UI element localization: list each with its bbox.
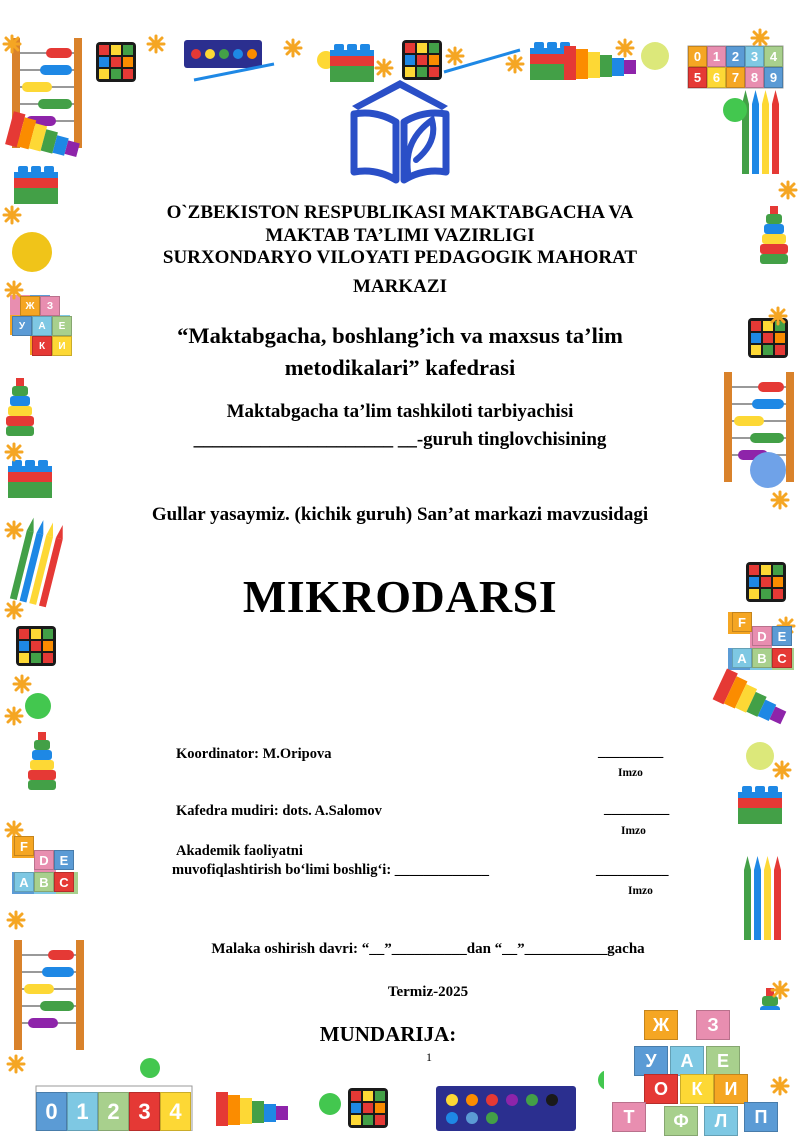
department-line: metodikalari” kafedrasi: [284, 355, 516, 380]
toy-block: 1: [67, 1092, 98, 1131]
coordinator-signature-caption: Imzo: [618, 767, 643, 779]
toy-block: З: [40, 296, 60, 316]
toy-block: B: [34, 872, 54, 892]
trainee-line: _____________________ __-guruh tinglovchisining: [193, 429, 607, 450]
ministry-line: MARKAZI: [353, 275, 447, 297]
toy-block: Е: [706, 1046, 740, 1076]
place-and-year: Termiz-2025: [387, 984, 469, 1000]
trainee-info: [0, 398, 800, 454]
number-blocks-top: [688, 46, 783, 88]
coordinator-signature-line: _________: [598, 744, 664, 760]
academic-signature-line: __________: [596, 862, 669, 878]
ministry-header: [0, 202, 800, 298]
toy-block: К: [32, 336, 52, 356]
toy-block: 7: [726, 67, 745, 88]
toy-block: 2: [726, 46, 745, 67]
toy-block: О: [644, 1074, 678, 1104]
academic-coordination-label-1: Akademik faoliyatni: [176, 843, 303, 859]
toy-block: Ж: [644, 1010, 678, 1040]
ministry-line: SURXONDARYO VILOYATI PEDAGOGIK MAHORAT: [162, 247, 638, 268]
toy-block: D: [752, 626, 772, 646]
toy-block: 5: [688, 67, 707, 88]
toy-block: A: [732, 648, 752, 668]
toy-block: 8: [745, 67, 764, 88]
number-blocks-bottom: [36, 1086, 192, 1131]
department-line: “Maktabgacha, boshlang’ich va maxsus ta’lim: [177, 323, 623, 348]
toy-block: F: [14, 836, 34, 856]
toy-block: B: [752, 648, 772, 668]
academic-signature-caption: Imzo: [628, 885, 653, 897]
table-of-contents-heading: MUNDARIJA:: [319, 1022, 457, 1046]
toy-block: 3: [129, 1092, 160, 1131]
head-signature-line: _________: [604, 801, 670, 817]
toy-block: У: [634, 1046, 668, 1076]
page-number: 1: [426, 1050, 432, 1064]
training-period: Malaka oshirish davri: “__”__________dan “__”___________gacha: [211, 941, 645, 957]
toy-block: 0: [36, 1092, 67, 1131]
department-name: [0, 320, 800, 384]
toy-block: Ф: [664, 1106, 698, 1136]
toy-block: П: [744, 1102, 778, 1132]
toy-block: З: [696, 1010, 730, 1040]
toy-block: 3: [745, 46, 764, 67]
toy-block: Ж: [20, 296, 40, 316]
toy-block: D: [34, 850, 54, 870]
toy-block: 1: [707, 46, 726, 67]
toy-block: 9: [764, 67, 783, 88]
toy-block: Е: [52, 316, 72, 336]
toy-block: И: [52, 336, 72, 356]
trainee-line: Maktabgacha ta’lim tashkiloti tarbiyachisi: [226, 401, 574, 422]
head-of-department-label: Kafedra mudiri: dots. A.Salomov: [176, 803, 382, 819]
toy-block: C: [54, 872, 74, 892]
toy-block: А: [32, 316, 52, 336]
letter-blocks-left: [14, 836, 78, 894]
document-title: MIKRODARSI: [242, 571, 558, 622]
lesson-topic: Gullar yasaymiz. (kichik guruh) San’at markazi mavzusidagi: [151, 504, 649, 525]
toy-block: Л: [704, 1106, 738, 1136]
ministry-line: O`ZBEKISTON RESPUBLIKASI MAKTABGACHA VA: [166, 202, 634, 223]
toy-block: К: [680, 1074, 714, 1104]
coordinator-label: Koordinator: M.Oripova: [176, 746, 332, 762]
academic-coordination-label-2: muvofiqlashtirish bo‘limi boshlig‘i: _____________: [172, 862, 490, 878]
toy-block: У: [12, 316, 32, 336]
toy-block: 0: [688, 46, 707, 67]
toy-block: C: [772, 648, 792, 668]
toy-block: E: [772, 626, 792, 646]
open-book-leaf-logo-icon: [346, 76, 454, 186]
toy-block: F: [732, 612, 752, 632]
toy-block: Т: [612, 1102, 646, 1132]
toy-block: 4: [764, 46, 783, 67]
toy-block: 4: [160, 1092, 191, 1131]
toy-block: И: [714, 1074, 748, 1104]
toy-block: А: [670, 1046, 704, 1076]
toy-block: A: [14, 872, 34, 892]
toy-block: 2: [98, 1092, 129, 1131]
toy-block: E: [54, 850, 74, 870]
head-signature-caption: Imzo: [621, 825, 646, 837]
toy-block: 6: [707, 67, 726, 88]
ministry-line: MAKTAB TA’LIMI VAZIRLIGI: [265, 224, 535, 246]
paint-palette: [184, 40, 274, 80]
